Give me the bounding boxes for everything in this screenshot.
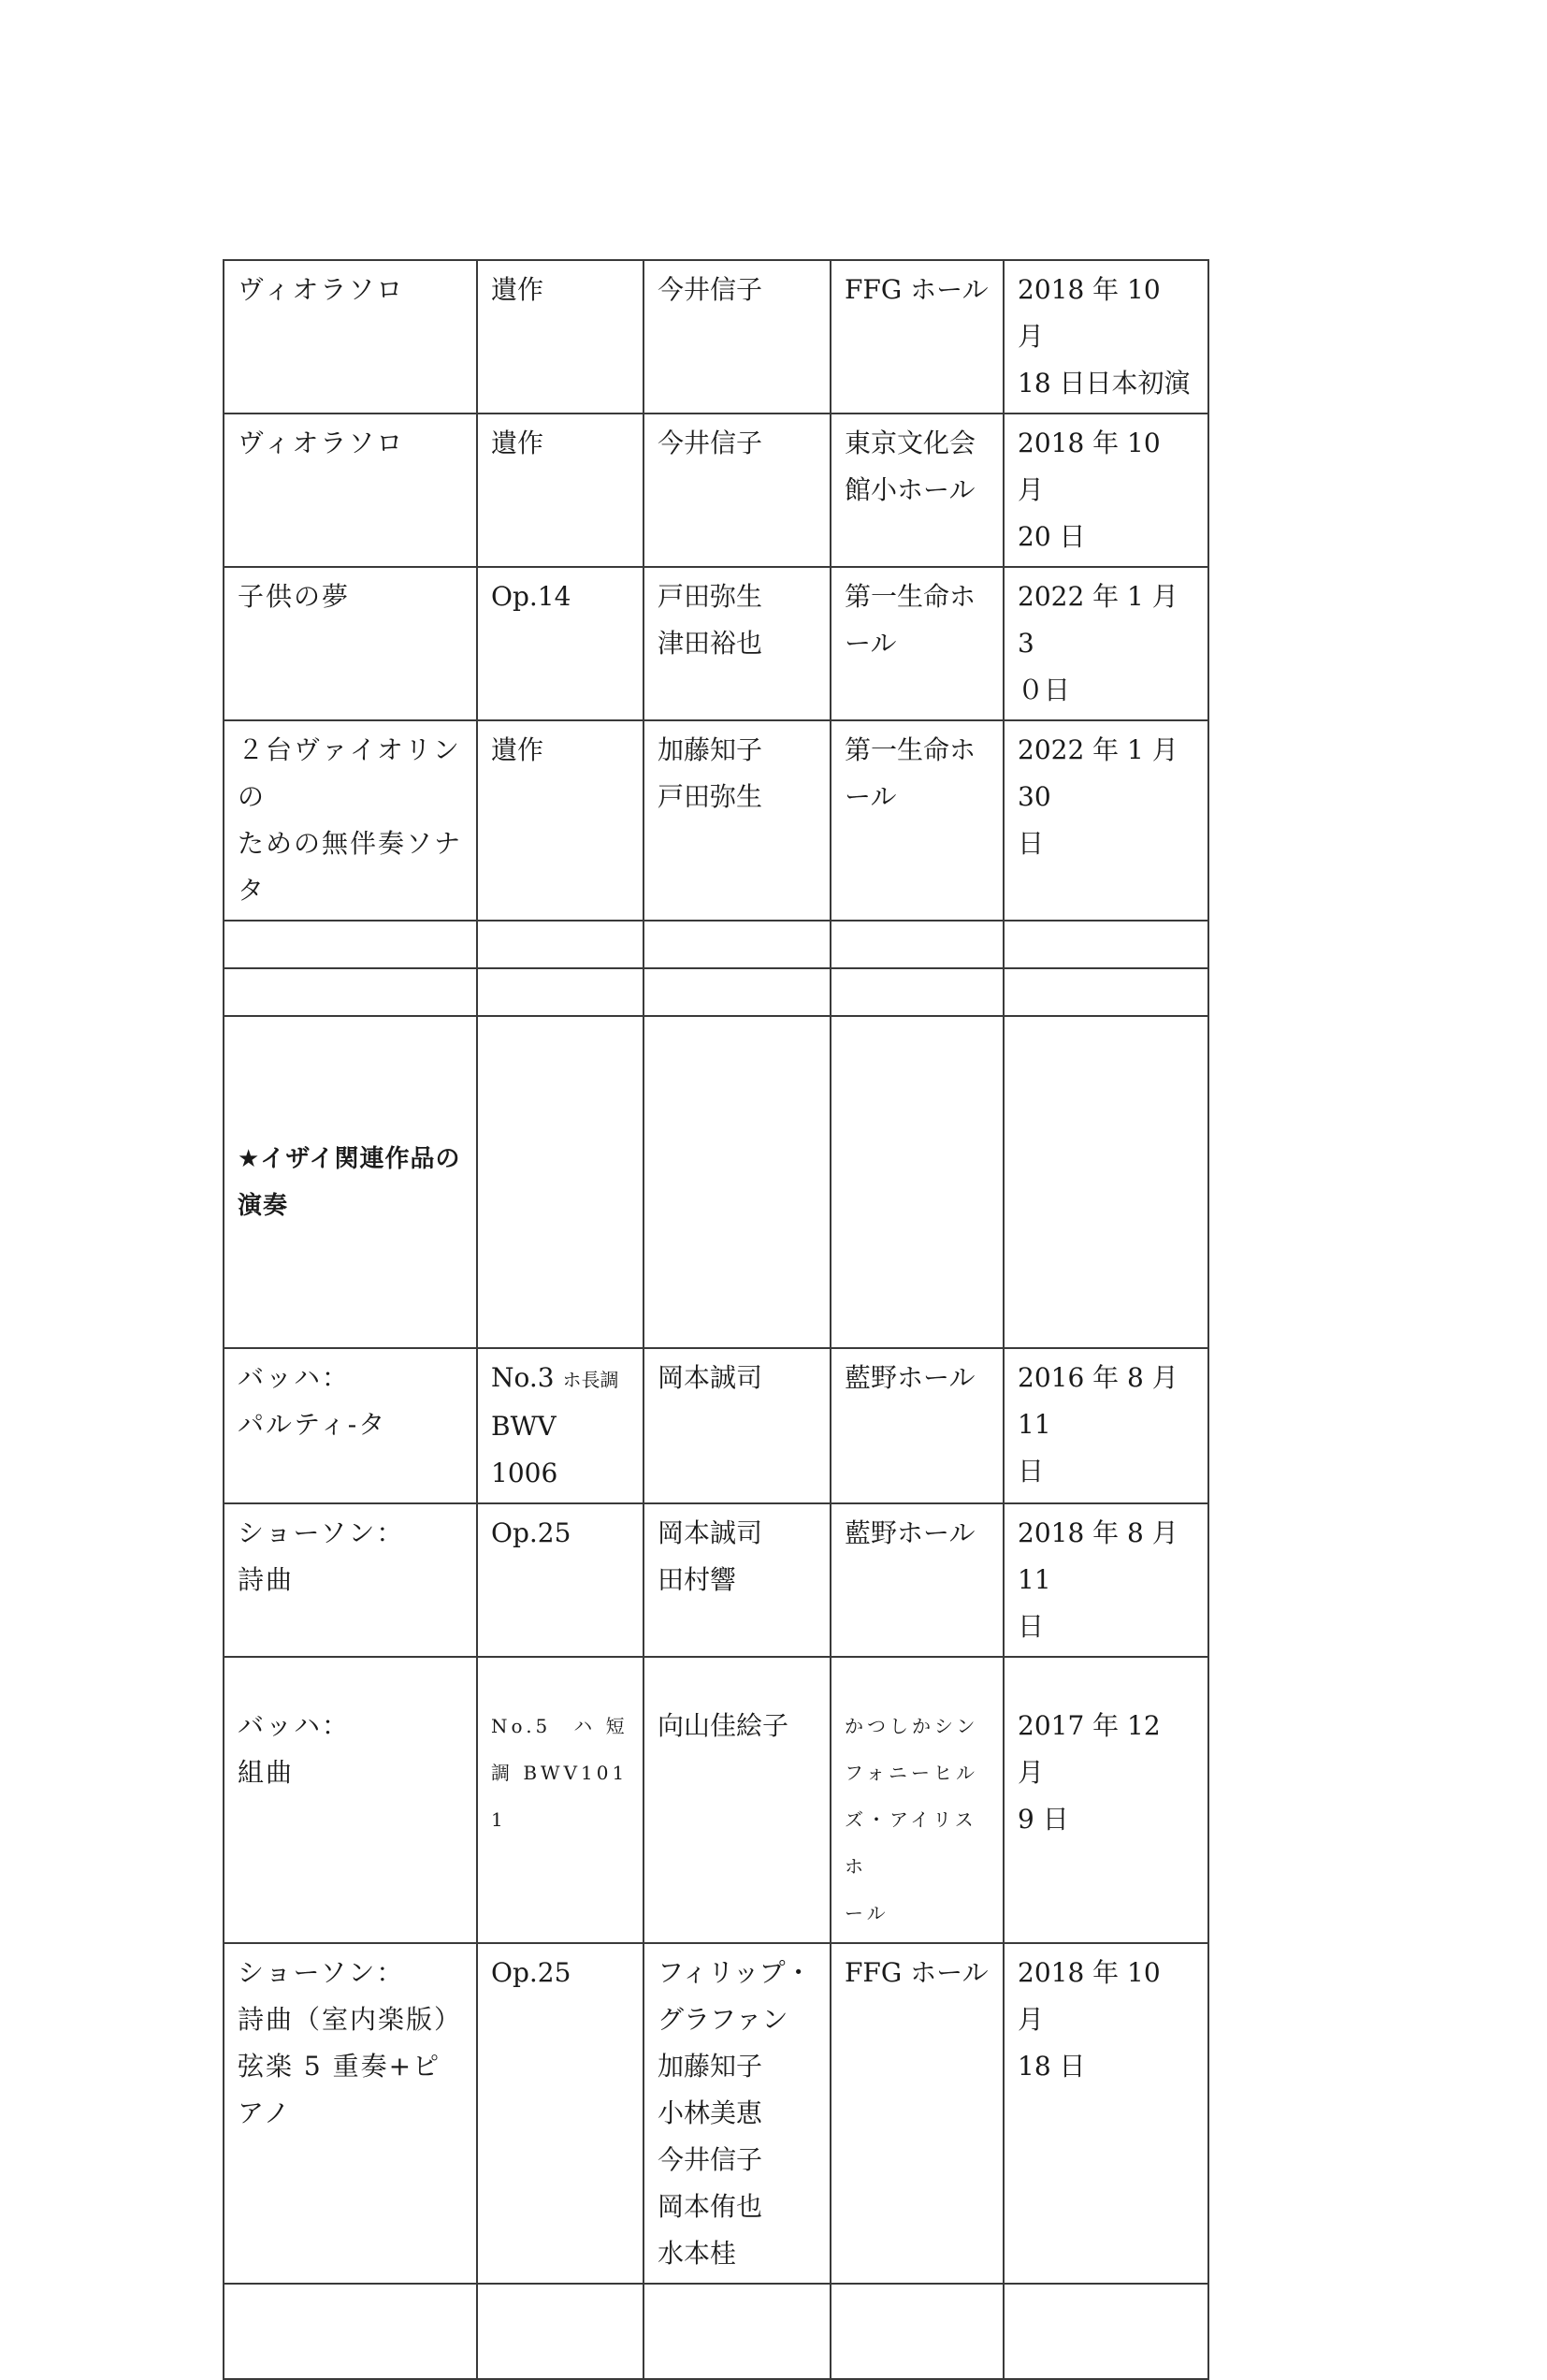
performer: 向山佳絵子: [658, 1710, 789, 1741]
opus-line: BWV: [491, 1411, 557, 1442]
section-heading-line: 演奏: [238, 1191, 289, 1220]
opus-cell: [477, 720, 643, 921]
table-row: [224, 567, 1208, 720]
opus: 遺作: [491, 428, 544, 458]
opus-cell: [477, 1943, 643, 2284]
date-cell: [1004, 260, 1208, 414]
work-title-line: ための無伴奏ソナタ: [238, 828, 463, 906]
venue-line: 第一生命ホ: [845, 734, 976, 765]
opus-cell: [477, 567, 643, 720]
opus: 遺作: [491, 734, 544, 765]
performer: 加藤知子: [658, 2051, 763, 2082]
date-line: 日: [1018, 828, 1045, 859]
performer: 田村響: [658, 1564, 737, 1595]
date-line: 2018 年 10 月: [1018, 274, 1161, 352]
work-title-cell: [224, 720, 477, 921]
venue-cell: [831, 720, 1004, 921]
work-title-line: ショーソン：: [238, 1517, 405, 1548]
table-row: [224, 720, 1208, 921]
venue-line: かつしかシン: [845, 1715, 979, 1737]
opus-cell: [477, 414, 643, 567]
venue-cell: [831, 1943, 1004, 2284]
date-line: ０日: [1018, 675, 1071, 705]
venue-line: ール: [845, 781, 897, 812]
date-cell: [1004, 1943, 1208, 2284]
venue-cell: [831, 567, 1004, 720]
venue: 藍野ホール: [845, 1362, 976, 1393]
date-line: 2018 年 10 月: [1018, 1957, 1161, 2035]
date-line: 2022 年 1 月 30: [1018, 734, 1178, 812]
work-title-line: パルティ-タ: [238, 1409, 387, 1440]
work-title-cell: [224, 1503, 477, 1657]
venue-cell: [831, 414, 1004, 567]
opus: Op.25: [491, 1517, 571, 1548]
date-cell: [1004, 720, 1208, 921]
empty-cell: [224, 968, 477, 1016]
empty-cell: [477, 921, 643, 968]
performer: 今井信子: [658, 2144, 763, 2175]
venue-line: 東京文化会: [845, 428, 976, 458]
section-heading-line: ★イザイ関連作品の: [238, 1144, 461, 1173]
opus-line: 調 BWV1011: [491, 1762, 629, 1831]
work-title-line: 詩曲: [238, 1564, 295, 1595]
performers-cell: [643, 1348, 831, 1503]
performers-cell: [643, 567, 831, 720]
empty-cell: [831, 921, 1004, 968]
empty-row: [224, 968, 1208, 1016]
empty-row: [224, 921, 1208, 968]
work-title-cell: [224, 414, 477, 567]
work-title-cell: [224, 1348, 477, 1503]
table-row: [224, 414, 1208, 567]
performer: フィリップ・: [658, 1957, 812, 1988]
date-cell: [1004, 1657, 1208, 1943]
venue-line: ール: [845, 628, 897, 659]
work-title-cell: [224, 567, 477, 720]
empty-cell: [643, 921, 831, 968]
performer: 岡本侑也: [658, 2191, 763, 2222]
table-row: [224, 1503, 1208, 1657]
work-title-cell: [224, 1943, 477, 2284]
empty-cell: [831, 1016, 1004, 1348]
date-line: 20 日: [1018, 521, 1086, 552]
empty-cell: [643, 968, 831, 1016]
date-cell: [1004, 567, 1208, 720]
empty-cell: [1004, 1016, 1208, 1348]
section-heading-row: [224, 1016, 1208, 1348]
work-title-cell: [224, 1657, 477, 1943]
work-title: 子供の夢: [238, 581, 351, 612]
table-row: [224, 1943, 1208, 2284]
venue-cell: [831, 1657, 1004, 1943]
date-line: 2022 年 1 月 3: [1018, 581, 1178, 659]
venue-cell: [831, 260, 1004, 414]
opus-line: [491, 1355, 629, 1403]
opus-key: ホ長調: [562, 1369, 619, 1391]
venue: FFG ホール: [845, 1957, 989, 1988]
empty-cell: [477, 968, 643, 1016]
performer: グラファン: [658, 2004, 788, 2035]
opus: Op.14: [491, 581, 571, 612]
date-line: 日: [1018, 1456, 1045, 1487]
work-title-line: 組曲: [238, 1757, 295, 1788]
work-title-line: 弦楽 5 重奏+ピアノ: [238, 2051, 441, 2128]
venue-line: 第一生命ホ: [845, 581, 976, 612]
performer: 水本桂: [658, 2238, 737, 2269]
opus: 遺作: [491, 274, 544, 305]
empty-cell: [477, 1016, 643, 1348]
performer: 小林美恵: [658, 2097, 763, 2128]
date-line: 2016 年 8 月 11: [1018, 1362, 1178, 1440]
section-heading-cell: [224, 1016, 477, 1348]
empty-cell: [1004, 2284, 1208, 2379]
date-line: 18 日: [1018, 2051, 1086, 2082]
work-title-cell: [224, 260, 477, 414]
work-title-line: ２台ヴァイオリンの: [238, 734, 461, 812]
date-line: 2018 年 8 月 11: [1018, 1517, 1178, 1595]
opus-line: No.5 ハ 短: [491, 1715, 629, 1737]
performer: 戸田弥生: [658, 781, 763, 812]
date-line: 2018 年 10 月: [1018, 428, 1161, 505]
venue-line: フォニーヒル: [845, 1762, 978, 1784]
table-row: [224, 1657, 1208, 1943]
empty-cell: [477, 2284, 643, 2379]
date-cell: [1004, 414, 1208, 567]
empty-cell: [643, 1016, 831, 1348]
opus-number: No.3: [491, 1362, 555, 1393]
work-title-line: バッハ：: [238, 1710, 351, 1741]
performers-cell: [643, 720, 831, 921]
date-cell: [1004, 1348, 1208, 1503]
empty-cell: [224, 2284, 477, 2379]
performers-cell: [643, 1943, 831, 2284]
work-title-line: バッハ：: [238, 1362, 351, 1393]
date-cell: [1004, 1503, 1208, 1657]
performers-cell: [643, 1657, 831, 1943]
empty-cell: [1004, 968, 1208, 1016]
venue-cell: [831, 1348, 1004, 1503]
performers-cell: [643, 260, 831, 414]
empty-cell: [643, 2284, 831, 2379]
work-title-line: 詩曲（室内楽版）: [238, 2004, 463, 2035]
performers-cell: [643, 414, 831, 567]
venue-line: ズ・アイリスホ: [845, 1808, 977, 1878]
date-line: 18 日日本初演: [1018, 368, 1191, 399]
performer: 今井信子: [658, 428, 763, 458]
venue: FFG ホール: [845, 274, 989, 305]
empty-cell: [831, 2284, 1004, 2379]
venue-cell: [831, 1503, 1004, 1657]
date-line: 9 日: [1018, 1804, 1069, 1835]
work-title: ヴィオラソロ: [238, 274, 405, 305]
venue-line: 館小ホール: [845, 474, 976, 505]
performance-table: [223, 259, 1209, 2380]
work-title: ヴィオラソロ: [238, 428, 405, 458]
venue-line: ール: [845, 1902, 889, 1924]
empty-cell: [1004, 921, 1208, 968]
performer: 今井信子: [658, 274, 763, 305]
empty-cell: [224, 921, 477, 968]
date-line: 2017 年 12 月: [1018, 1710, 1161, 1788]
performer: 加藤知子: [658, 734, 763, 765]
opus-cell: [477, 1657, 643, 1943]
performer: 岡本誠司: [658, 1517, 763, 1548]
performer: 戸田弥生: [658, 581, 763, 612]
empty-cell: [831, 968, 1004, 1016]
opus-cell: [477, 1348, 643, 1503]
empty-row: [224, 2284, 1208, 2379]
table-row: [224, 1348, 1208, 1503]
performer: 岡本誠司: [658, 1362, 763, 1393]
table-row: [224, 260, 1208, 414]
opus: Op.25: [491, 1957, 571, 1988]
date-line: 日: [1018, 1611, 1045, 1642]
performers-cell: [643, 1503, 831, 1657]
performance-table-body: [224, 260, 1208, 2379]
opus-line: 1006: [491, 1458, 558, 1488]
performer: 津田裕也: [658, 628, 763, 659]
opus-cell: [477, 1503, 643, 1657]
venue: 藍野ホール: [845, 1517, 976, 1548]
work-title-line: ショーソン：: [238, 1957, 405, 1988]
opus-cell: [477, 260, 643, 414]
